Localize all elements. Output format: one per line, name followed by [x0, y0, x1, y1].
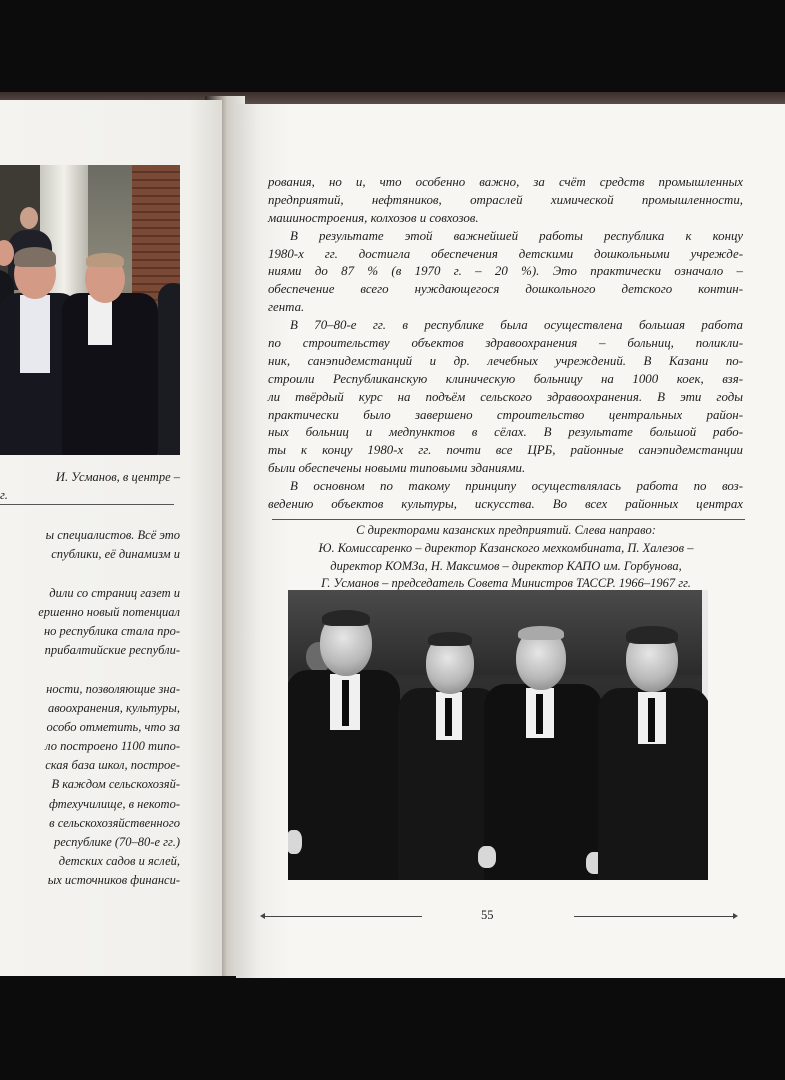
footer-rule-right: [574, 916, 736, 917]
left-divider: [0, 504, 174, 505]
black-white-photo: [288, 590, 708, 880]
text-line: детских садов и яслей,: [58, 854, 180, 869]
text-line: гента.: [268, 300, 305, 315]
left-page: [0, 100, 222, 976]
caption-line: И. Усманов, в центре –: [55, 470, 180, 484]
text-line: 1980-х гг. достигла обеспечения детскими дошкольными учрежде-: [268, 246, 743, 261]
right-page: [236, 104, 785, 978]
caption-line: Г. Усманов – председатель Совета Министров ТАССР. 1966–1967 гг.: [321, 576, 691, 591]
text-line: были обеспечены новыми типовыми зданиями.: [268, 461, 526, 476]
left-photo-caption: [0, 468, 180, 504]
text-line: особо отметить, что за: [46, 719, 180, 734]
text-line: машиностроения, колхозов и совхозов.: [268, 210, 479, 225]
text-line: ская база школ, построе-: [45, 758, 180, 773]
text-line: практически было завершено строительство центральных район-: [268, 407, 743, 422]
text-line: ведению объектов культуры, искусства. Во всех районных центрах: [268, 497, 743, 512]
text-line: ности, позволяющие зна-: [46, 681, 180, 696]
color-photo: [0, 165, 180, 455]
photo-caption: [266, 522, 746, 593]
text-line: авоохранения, культуры,: [47, 700, 180, 715]
text-line: ершенно новый потенциал: [38, 604, 180, 619]
text-line: по строительству объектов здравоохранения – больниц, поликли-: [268, 336, 743, 351]
page-number: 55: [481, 908, 494, 922]
text-line: ных больниц и медпунктов в сёлах. В результате большой рабо-: [268, 425, 743, 440]
text-line: в сельскохозяйственного: [49, 815, 180, 830]
text-line: республике (70–80-е гг.): [54, 835, 180, 849]
text-line: обеспечение всего нуждающегося дошкольного детского контин-: [268, 282, 743, 297]
text-line: ы специалистов. Всё это: [45, 528, 180, 542]
text-line: ых источников финанси-: [47, 873, 180, 888]
text-line: ник, санэпидемстанций и др. лечебных учреждений. В Казани по-: [268, 353, 743, 368]
text-line: прибалтийские республи-: [44, 643, 180, 658]
footer-rule-left: [262, 916, 422, 917]
caption-line: С директорами казанских предприятий. Слева направо:: [356, 523, 656, 537]
text-line: рования, но и, что особенно важно, за счёт средств промышленных: [268, 175, 743, 189]
text-line: ли твёрдый курс на подъём сельского здравоохранения. В эти годы: [268, 389, 743, 404]
text-line: В основном по такому принципу осуществлялась работа по воз-: [290, 479, 743, 494]
caption-line: г.: [0, 488, 8, 502]
text-line: В 70–80-е гг. в республике была осуществлена большая работа: [290, 318, 743, 333]
text-line: [0, 660, 180, 679]
caption-line: Ю. Комиссаренко – директор Казанского мехкомбината, П. Халезов –: [318, 540, 694, 555]
text-line: ло построено 1100 типо-: [45, 739, 180, 754]
text-line: спублики, её динамизм и: [51, 547, 180, 562]
text-line: ты к концу 1980-х гг. почти все ЦРБ, районные санэпидемстанции: [268, 443, 743, 458]
text-line: ниями до 87 % (в 1970 г. – 20 %). Это практически означало –: [268, 264, 743, 279]
caption-divider: [272, 519, 745, 520]
text-line: В результате этой важнейшей работы республика к концу: [290, 228, 743, 243]
text-line: предприятий, нефтяников, отраслей химической промышленности,: [268, 192, 743, 207]
text-line: но республика стала про-: [43, 623, 180, 638]
caption-line: директор КОМЗа, Н. Максимов – директор КАПО им. Горбунова,: [330, 558, 682, 573]
left-body-text: [0, 526, 180, 891]
text-line: строили Республиканскую клиническую больницу на 1000 коек, взя-: [268, 371, 743, 386]
text-line: [0, 564, 180, 583]
text-line: В каждом сельскохозяй-: [51, 777, 180, 792]
body-text: [268, 174, 743, 514]
text-line: дили со страниц газет и: [49, 585, 180, 600]
text-line: фтехучилище, в некото-: [48, 796, 180, 811]
